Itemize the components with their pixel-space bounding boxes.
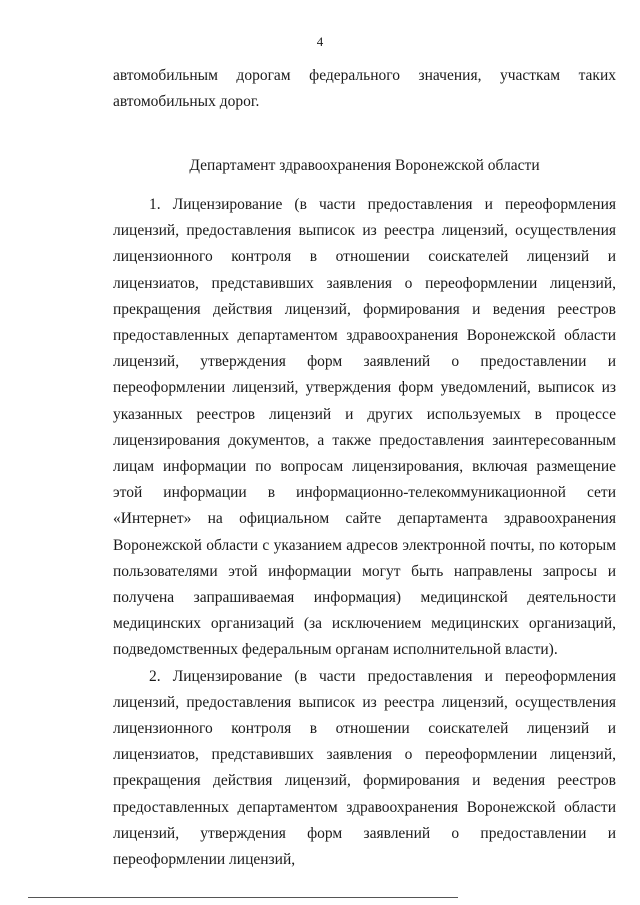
section-heading: Департамент здравоохранения Воронежской области <box>189 157 540 174</box>
list-item-1: 1. Лицензирование (в части предоставления и переоформления лицензий, предоставления выписок из реестра лицензий, осуществления лицензионного контроля в отношении соискателей лицензий и лицензиатов, представивших заявления о переоформлении лицензий, прекращения действия лицензий, формирования и ведения реестров предоставленных департаментом здравоохранения Воронежской области лицензий, утверждения форм заявлений о предоставлении и переоформлении лицензий, утверждения форм уведомлений, выписок из указанных реестров лицензий и других используемых в процессе лицензирования документов, а также предоставления заинтересованным лицам информации по вопросам лицензирования, включая размещение этой информации в информационно-телекоммуникационной сети «Интернет» на официальном сайте департамента здравоохранения Воронежской области с указанием адресов электронной почты, по которым пользователями этой информации могут быть направлены запросы и получена запрашиваемая информация) медицинской деятельности медицинских организаций (за исключением медицинских организаций, подведомственных федеральным органам исполнительной власти). <box>113 196 616 659</box>
section-items <box>113 192 616 873</box>
list-item-2: 2. Лицензирование (в части предоставления и переоформления лицензий, предоставления выписок из реестра лицензий, осуществления лицензионного контроля в отношении соискателей лицензий и лицензиатов, представивших заявления о переоформлении лицензий, прекращения действия лицензий, формирования и ведения реестров предоставленных департаментом здравоохранения Воронежской области лицензий, утверждения форм заявлений о предоставлении и переоформлении лицензий, <box>113 667 616 869</box>
page-number: 4 <box>316 34 324 49</box>
continuation-paragraph: автомобильным дорогам федерального значения, участкам таких автомобильных дорог. <box>113 67 616 111</box>
footer-rule <box>28 897 458 898</box>
